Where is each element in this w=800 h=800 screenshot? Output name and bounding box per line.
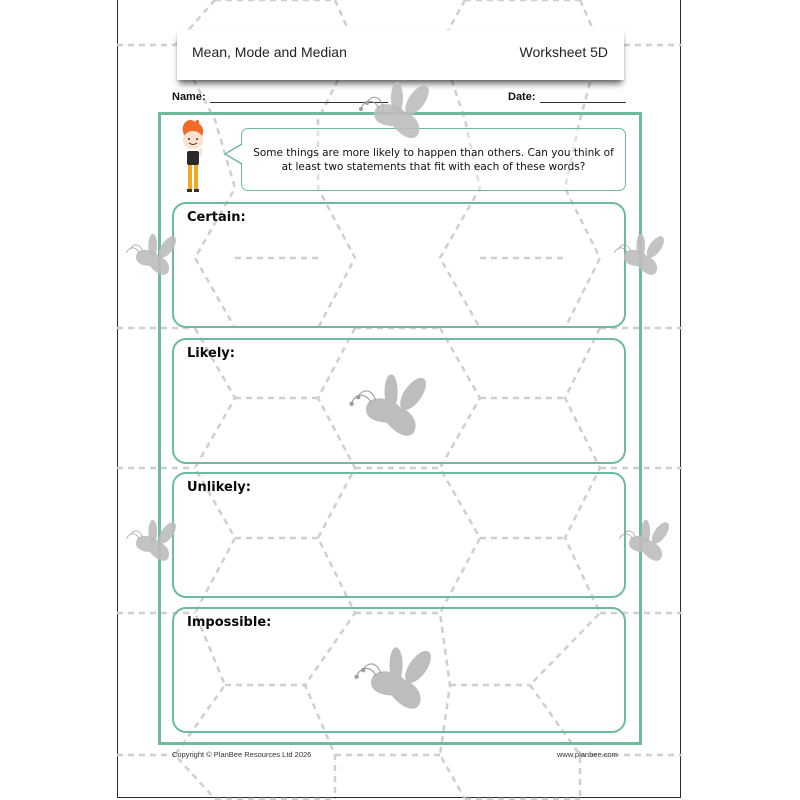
cartoon-boy-icon <box>178 118 208 194</box>
worksheet-header <box>177 30 624 80</box>
bee-icon <box>122 518 182 564</box>
date-label: Date: <box>508 91 536 103</box>
answer-box-label: Likely: <box>187 346 235 361</box>
bee-icon <box>122 232 182 278</box>
date-field[interactable] <box>508 91 626 103</box>
name-label: Name: <box>172 91 206 103</box>
answer-box-label: Certain: <box>187 210 246 225</box>
answer-box-label: Impossible: <box>187 615 272 630</box>
bee-icon <box>355 80 437 142</box>
bee-icon <box>345 372 435 440</box>
worksheet-number: Worksheet 5D <box>519 44 608 60</box>
instruction-text: Some things are more likely to happen than others. Can you think of at least two statements that fit with each of these words? <box>253 146 614 173</box>
website-link[interactable]: www.planbee.com <box>557 750 618 759</box>
worksheet-title: Mean, Mode and Median <box>192 44 347 60</box>
answer-box-unlikely[interactable] <box>172 472 626 598</box>
bee-icon <box>615 518 675 564</box>
bee-icon <box>610 232 670 278</box>
copyright-text: Copyright © PlanBee Resources Ltd 2026 <box>172 750 312 759</box>
date-line[interactable] <box>540 91 626 103</box>
answer-box-certain[interactable] <box>172 202 626 328</box>
answer-box-label: Unlikely: <box>187 480 251 495</box>
bee-icon <box>350 645 440 713</box>
speech-pointer <box>224 143 244 165</box>
